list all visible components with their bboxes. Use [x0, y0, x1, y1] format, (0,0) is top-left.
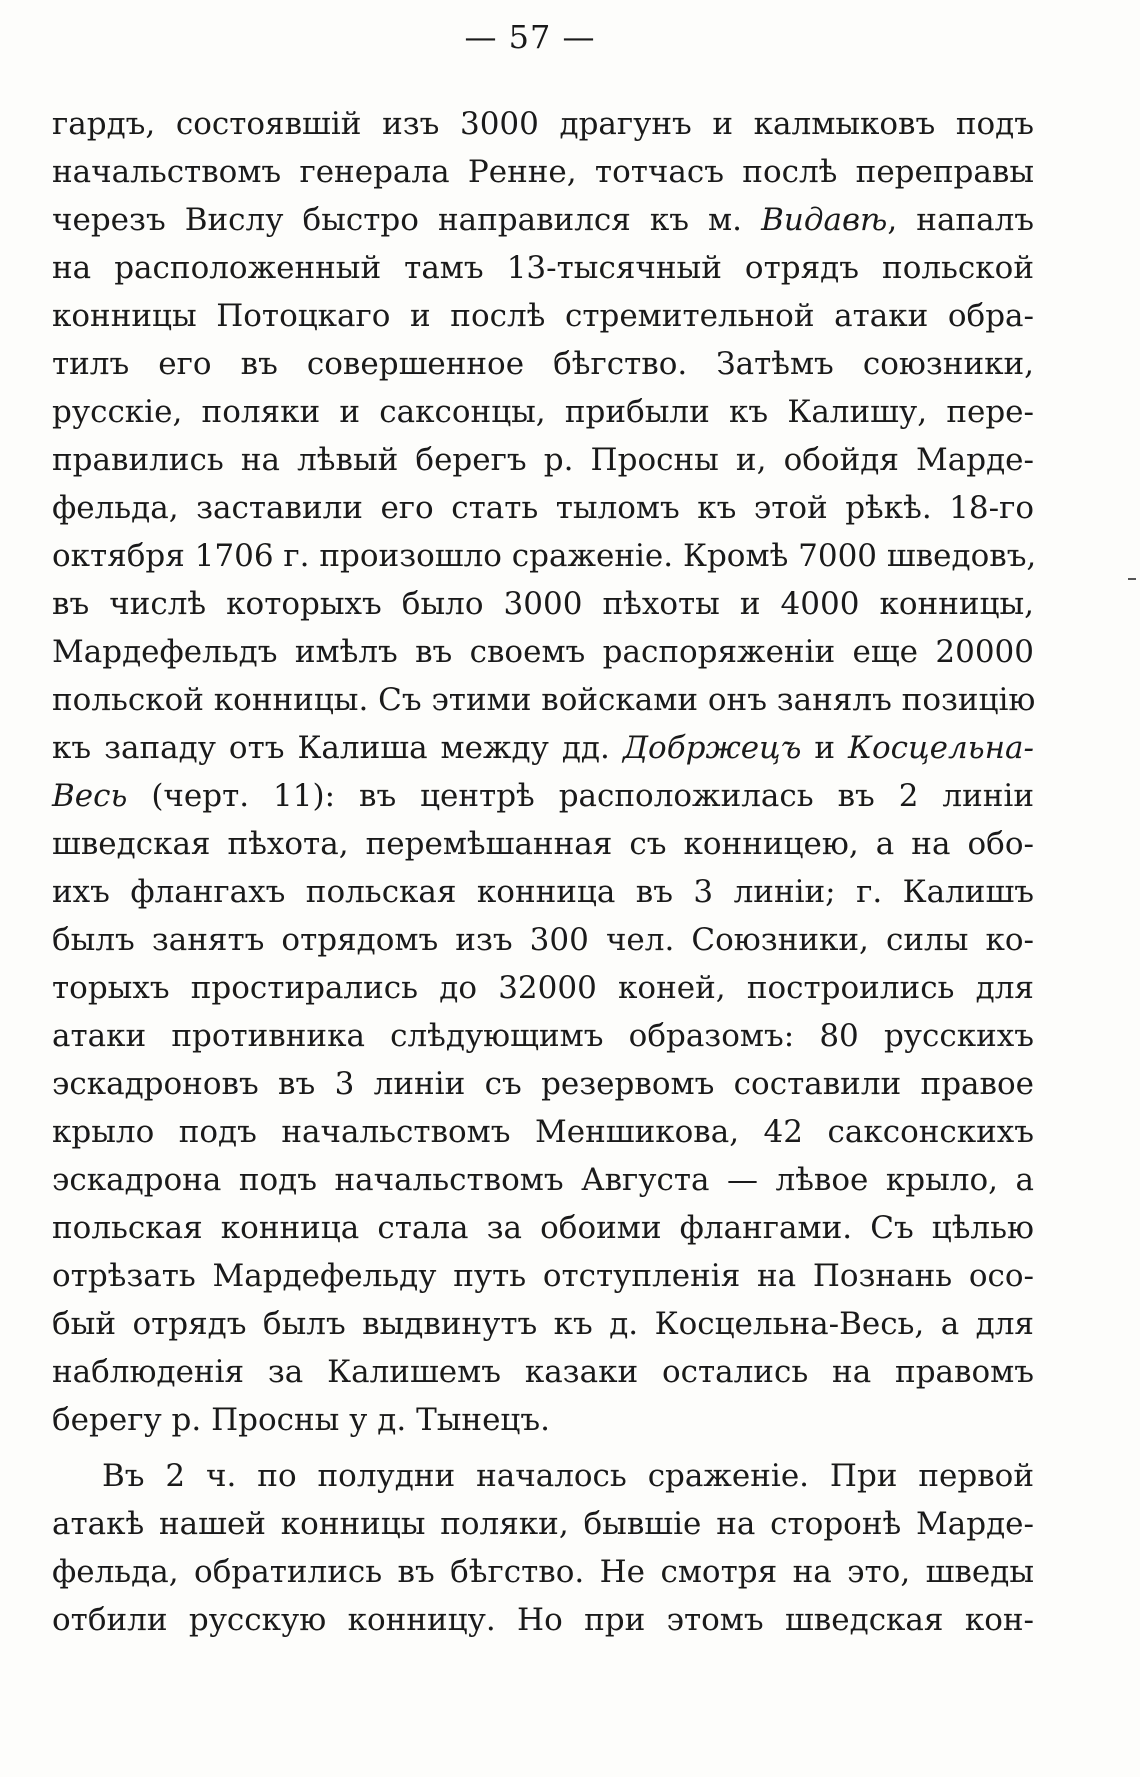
text-line: тилъ его въ совершенное бѣгство. Затѣмъ союзники,: [52, 346, 1034, 382]
italic-term: Добржецъ: [622, 730, 802, 766]
italic-term: Весь: [52, 778, 128, 814]
text-line: ихъ флангахъ польская конница въ 3 линіи; г. Калишъ: [52, 874, 1034, 910]
text-line: берегу р. Просны у д. Тынецъ.: [52, 1402, 550, 1438]
page-number: — 57 —: [464, 18, 596, 56]
text-line: эскадроновъ въ 3 линіи съ резервомъ составили правое: [52, 1066, 1034, 1102]
italic-term: Видавѣ: [761, 202, 888, 238]
text-line: конницы Потоцкаго и послѣ стремительной атаки обра-: [52, 298, 1034, 334]
text-line: Въ 2 ч. по полудни началось сраженіе. При первой: [102, 1458, 1034, 1494]
text-line: въ числѣ которыхъ было 3000 пѣхоты и 4000 конницы,: [52, 586, 1034, 622]
text-line: черезъ Вислу быстро направился къ м. Видавѣ, напалъ: [52, 202, 1034, 238]
text-line: атакѣ нашей конницы поляки, бывшіе на сторонѣ Марде-: [52, 1506, 1034, 1542]
text-line: отрѣзать Мардефельду путь отступленія на Познань осо-: [52, 1258, 1034, 1294]
text-line: Мардефельдъ имѣлъ въ своемъ распоряженіи еще 20000: [52, 634, 1034, 670]
body-text: [52, 100, 1037, 1644]
text-line: фельда, обратились въ бѣгство. Не смотря на это, шведы: [52, 1554, 1034, 1590]
text-line: къ западу отъ Калиша между дд. Добржецъ и Косцельна-: [52, 730, 1034, 766]
text-line: торыхъ простирались до 32000 коней, построились для: [52, 970, 1034, 1006]
text-line: отбили русскую конницу. Но при этомъ шведская кон-: [52, 1602, 1034, 1638]
text-line: правились на лѣвый берегъ р. Просны и, обойдя Марде-: [52, 442, 1034, 478]
paragraph-2: [52, 1452, 1034, 1644]
text-line: польская конница стала за обоими флангами. Съ цѣлью: [52, 1210, 1034, 1246]
paragraph-1: [52, 100, 1037, 1444]
paragraph-gap: [52, 1444, 1034, 1452]
text-line: русскіе, поляки и саксонцы, прибыли къ Калишу, пере-: [52, 394, 1034, 430]
text-line: Весь (черт. 11): въ центрѣ расположилась въ 2 линіи: [52, 778, 1034, 814]
text-line: былъ занятъ отрядомъ изъ 300 чел. Союзники, силы ко-: [52, 922, 1034, 958]
text-line: крыло подъ начальствомъ Меншикова, 42 саксонскихъ: [52, 1114, 1034, 1150]
text-line: шведская пѣхота, перемѣшанная съ конницею, а на обо-: [52, 826, 1034, 862]
text-line: гардъ, состоявшій изъ 3000 драгунъ и калмыковъ подъ: [52, 106, 1034, 142]
text-line: наблюденія за Калишемъ казаки остались на правомъ: [52, 1354, 1034, 1390]
text-line: бый отрядъ былъ выдвинутъ къ д. Косцельна-Весь, а для: [52, 1306, 1034, 1342]
text-line: на расположенный тамъ 13-тысячный отрядъ польской: [52, 250, 1034, 286]
italic-term: Косцельна-: [847, 730, 1034, 766]
margin-mark: [1128, 578, 1136, 580]
text-line: начальствомъ генерала Ренне, тотчасъ послѣ переправы: [52, 154, 1034, 190]
text-line: атаки противника слѣдующимъ образомъ: 80 русскихъ: [52, 1018, 1034, 1054]
text-line: фельда, заставили его стать тыломъ къ этой рѣкѣ. 18-го: [52, 490, 1034, 526]
text-line: октября 1706 г. произошло сраженіе. Кромѣ 7000 шведовъ,: [52, 538, 1037, 574]
text-line: эскадрона подъ начальствомъ Августа — лѣвое крыло, а: [52, 1162, 1034, 1198]
text-line: польской конницы. Съ этими войсками онъ занялъ позицію: [52, 682, 1036, 718]
